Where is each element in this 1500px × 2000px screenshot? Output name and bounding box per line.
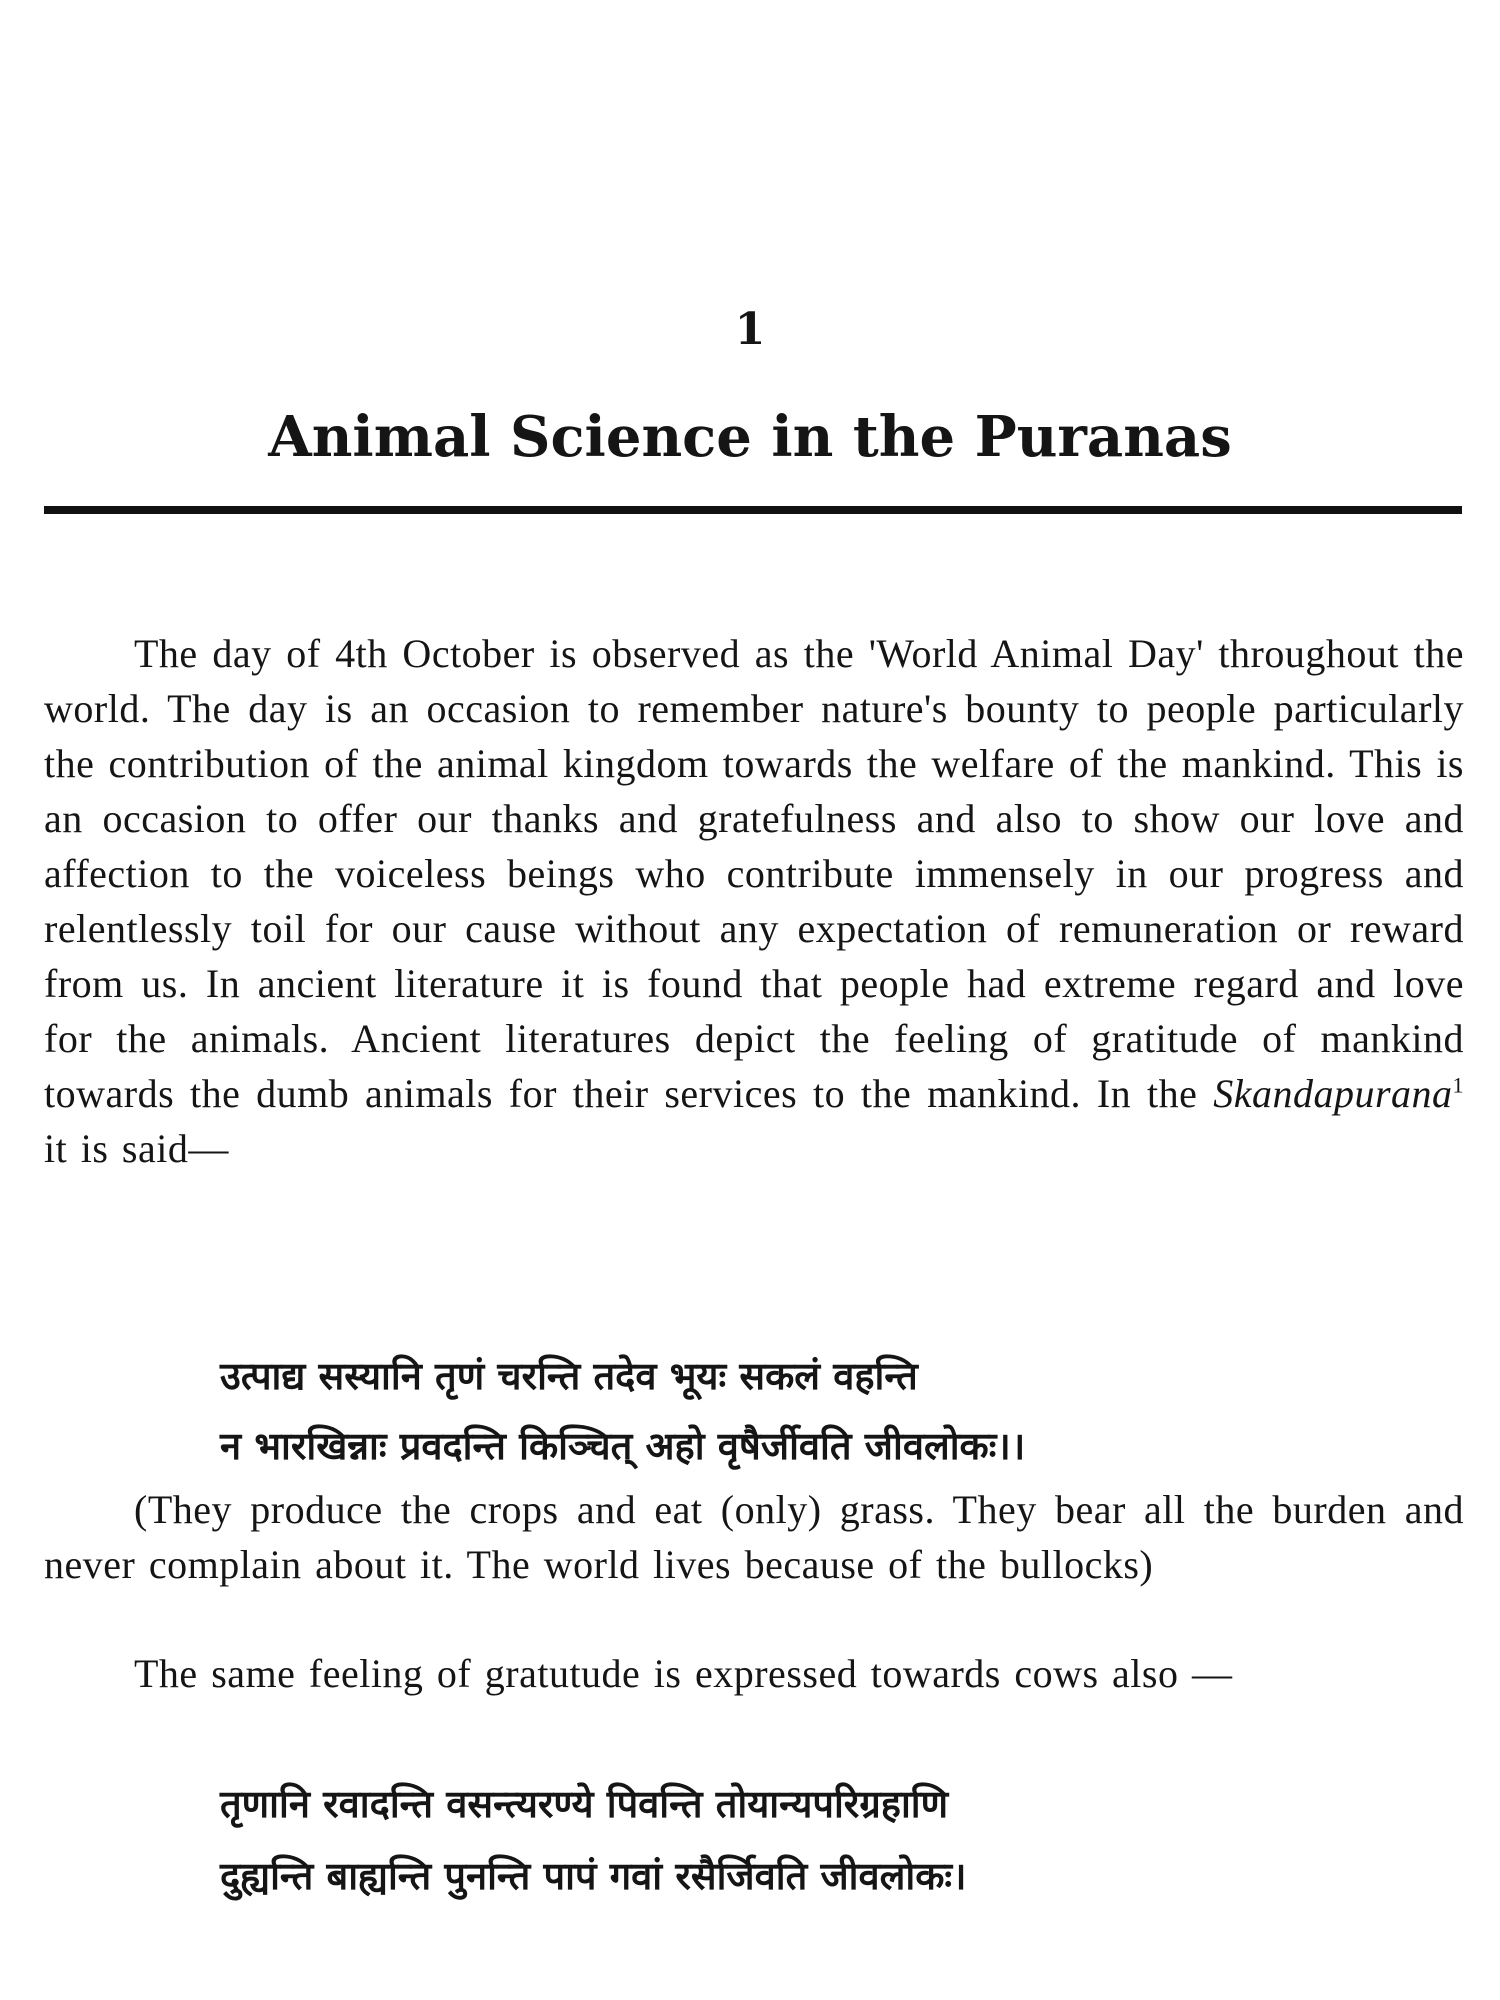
intro-text: The day of 4th October is observed as the 'World Animal Day' throughout the world. The day is an occasion to remember nature's bounty to people particularly the contribution of the animal kingdom towards the welfare of the mankind. This is an occasion to offer our thanks and gratefulness and also to show our love and affection to the voiceless beings who contribute immensely in our progress and relentlessly toil for our cause without any expectation of remuneration or reward from us. In ancient literature it is found that people had extreme regard and love for the animals. Ancient literatures depict the feeling of gratitude of mankind towards the dumb animals for their services to the mankind. In the — [44, 631, 1464, 1116]
cows-paragraph: The same feeling of gratutude is expressed towards cows also — — [134, 1651, 1233, 1696]
title-rule — [44, 506, 1462, 514]
skandapurana-term: Skandapurana — [1213, 1071, 1453, 1116]
footnote-marker: 1 — [1452, 1072, 1465, 1098]
chapter-number: 1 — [734, 304, 766, 355]
chapter-title: Animal Science in the Puranas — [268, 404, 1232, 470]
intro-tail: it is said— — [44, 1126, 229, 1171]
verse1-line2: न भारखिन्नाः प्रवदन्ति किञ्चित् अहो वृषैर्जीवति जीवलोकः।। — [220, 1424, 1026, 1468]
translation-paragraph: (They produce the crops and eat (only) grass. They bear all the burden and never complain about it. The world lives because of the bullocks) — [44, 1487, 1464, 1587]
verse2-line2: दुह्यन्ति बाह्यन्ति पुनन्ति पापं गवां रसैर्जिवति जीवलोकः। — [220, 1854, 967, 1898]
intro-paragraph — [44, 626, 1464, 1176]
verse2-line1: तृणानि रवादन्ति वसन्त्यरण्ये पिवन्ति तोयान्यपरिग्रहाणि — [220, 1782, 949, 1826]
verse1-line1: उत्पाद्य सस्यानि तृणं चरन्ति तदेव भूयः सकलं वहन्ति — [220, 1354, 918, 1398]
